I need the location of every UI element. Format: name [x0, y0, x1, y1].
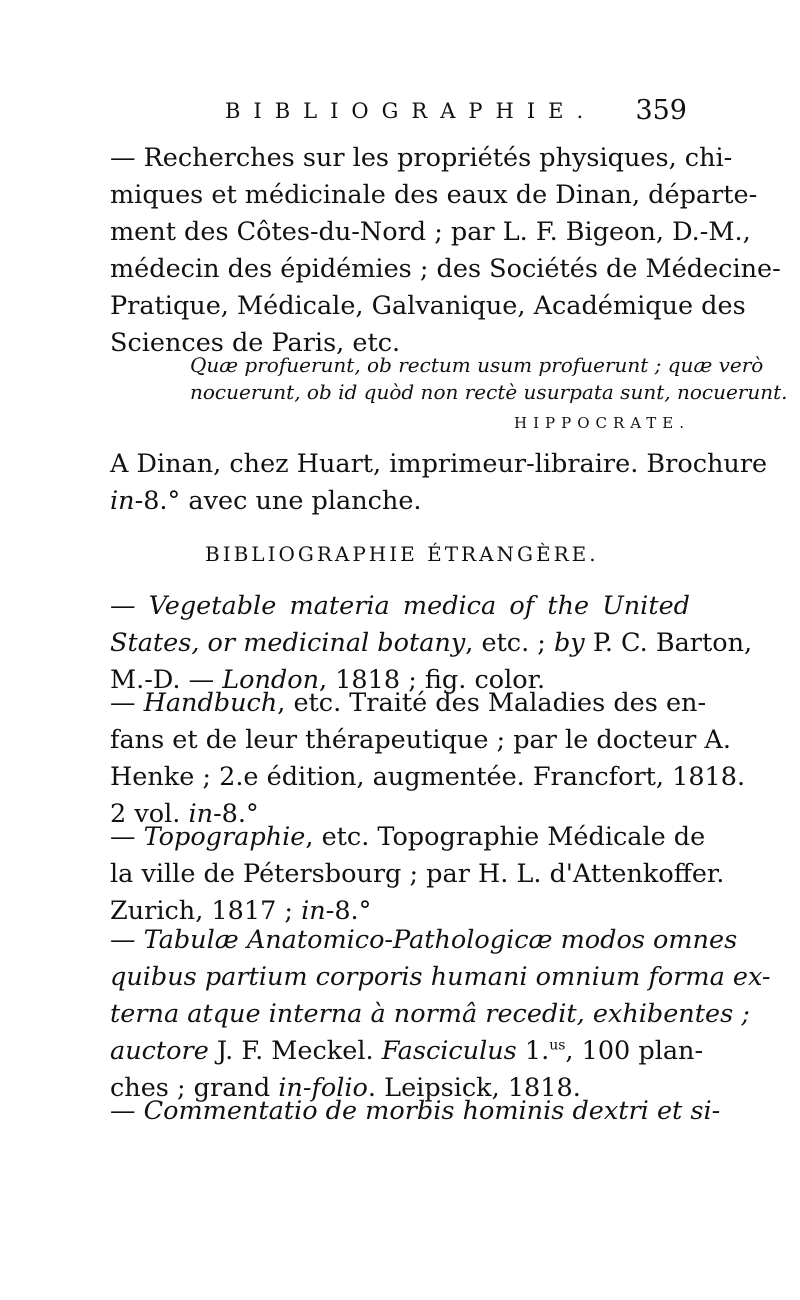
page-number: 359 [635, 95, 687, 126]
text-fragment: Fasciculus [381, 1036, 517, 1066]
text-fragment: , etc. Topographie Médicale de [305, 822, 706, 852]
text-fragment: , 100 plan- [565, 1036, 704, 1066]
book-title: States, or medicinal botany [110, 628, 466, 658]
text-fragment: ches ; grand [110, 1073, 279, 1103]
text-line: — Recherches sur les propriétés physiques, chi- [110, 143, 733, 173]
page-header [225, 95, 695, 135]
dash: — [110, 925, 144, 955]
section-title: BIBLIOGRAPHIE ÉTRANGÈRE. [205, 542, 599, 566]
dash: — [110, 822, 144, 852]
epigraph-line: Quæ profuerunt, ob rectum usum profuerunt ; quæ verò [190, 353, 764, 377]
text-line: miques et médicinale des eaux de Dinan, départe- [110, 180, 758, 210]
entry-vegetable [110, 588, 753, 699]
text-fragment: 2 vol. [110, 799, 189, 829]
text-fragment: . Leipsick, 1818. [367, 1073, 581, 1103]
text-line [110, 685, 707, 722]
epigraph-attribution: HIPPOCRATE. [514, 414, 690, 432]
text-fragment: , etc. ; [465, 628, 554, 658]
text-fragment: 1. [516, 1036, 550, 1066]
book-title: Topographie [143, 822, 306, 852]
text-line [110, 1033, 704, 1070]
entry-handbuch [110, 685, 746, 833]
superscript: us [549, 1037, 566, 1054]
text-fragment: auctore [110, 1036, 209, 1066]
text-line [110, 819, 706, 856]
text-line [110, 625, 753, 662]
book-title: Handbuch [143, 688, 278, 718]
text-line: fans et de leur thérapeutique ; par le docteur A. [110, 725, 731, 755]
entry-tabulae [110, 922, 771, 1107]
epigraph [190, 352, 788, 406]
format: in [301, 896, 326, 926]
text-fragment: M.-D. — [110, 665, 223, 695]
text-line: médecin des épidémies ; des Sociétés de Médecine- [110, 254, 781, 284]
text-fragment: , 1818 ; fig. color. [319, 665, 546, 695]
text-line [110, 1093, 721, 1130]
imprint-line [110, 483, 690, 520]
text-line: la ville de Pétersbourg ; par H. L. d'Attenkoffer. [110, 859, 725, 889]
imprint-format: in [110, 486, 135, 516]
dash: — [110, 1096, 144, 1126]
dash: — [110, 688, 144, 718]
epigraph-line: nocuerunt, ob id quòd non rectè usurpata sunt, nocuerunt. [190, 380, 788, 404]
text-line [110, 588, 690, 625]
text-line [110, 922, 738, 959]
imprint-line: A Dinan, chez Huart, imprimeur-libraire. Brochure [110, 449, 768, 479]
book-title: Tabulæ Anatomico-Pathologicæ modos omnes [143, 925, 738, 955]
text-fragment: -8.° [213, 799, 259, 829]
author: P. C. Barton, [584, 628, 753, 658]
author: J. F. Meckel. [208, 1036, 382, 1066]
book-title: Vegetable materia medica of the United [148, 591, 690, 621]
text-line: Henke ; 2.e édition, augmentée. Francfort, 1818. [110, 762, 746, 792]
text-line: terna atque interna à normâ recedit, exhibentes ; [110, 999, 750, 1029]
imprint [110, 446, 768, 520]
book-title: Commentatio de morbis hominis dextri et si- [143, 1096, 721, 1126]
format: in-folio [278, 1073, 368, 1103]
format: in [188, 799, 214, 829]
text-line: quibus partium corporis humani omnium forma ex- [110, 962, 771, 992]
entry-topographie [110, 819, 725, 930]
entry-commentatio [110, 1093, 721, 1130]
text-line: Pratique, Médicale, Galvanique, Académique des [110, 291, 746, 321]
imprint-format-rest: -8.° avec une planche. [134, 486, 422, 516]
running-title: BIBLIOGRAPHIE. [225, 99, 597, 123]
text-line: ment des Côtes-du-Nord ; par L. F. Bigeon, D.-M., [110, 217, 751, 247]
entry-recherches [110, 140, 781, 362]
place: London [222, 665, 319, 695]
text-line: Sciences de Paris, etc. [110, 328, 401, 358]
text-fragment: -8.° [325, 896, 372, 926]
text-fragment: Zurich, 1817 ; [110, 896, 302, 926]
dash: — [110, 591, 149, 621]
text-fragment: , etc. Traité des Maladies des en- [277, 688, 707, 718]
by-word: by [553, 628, 585, 658]
